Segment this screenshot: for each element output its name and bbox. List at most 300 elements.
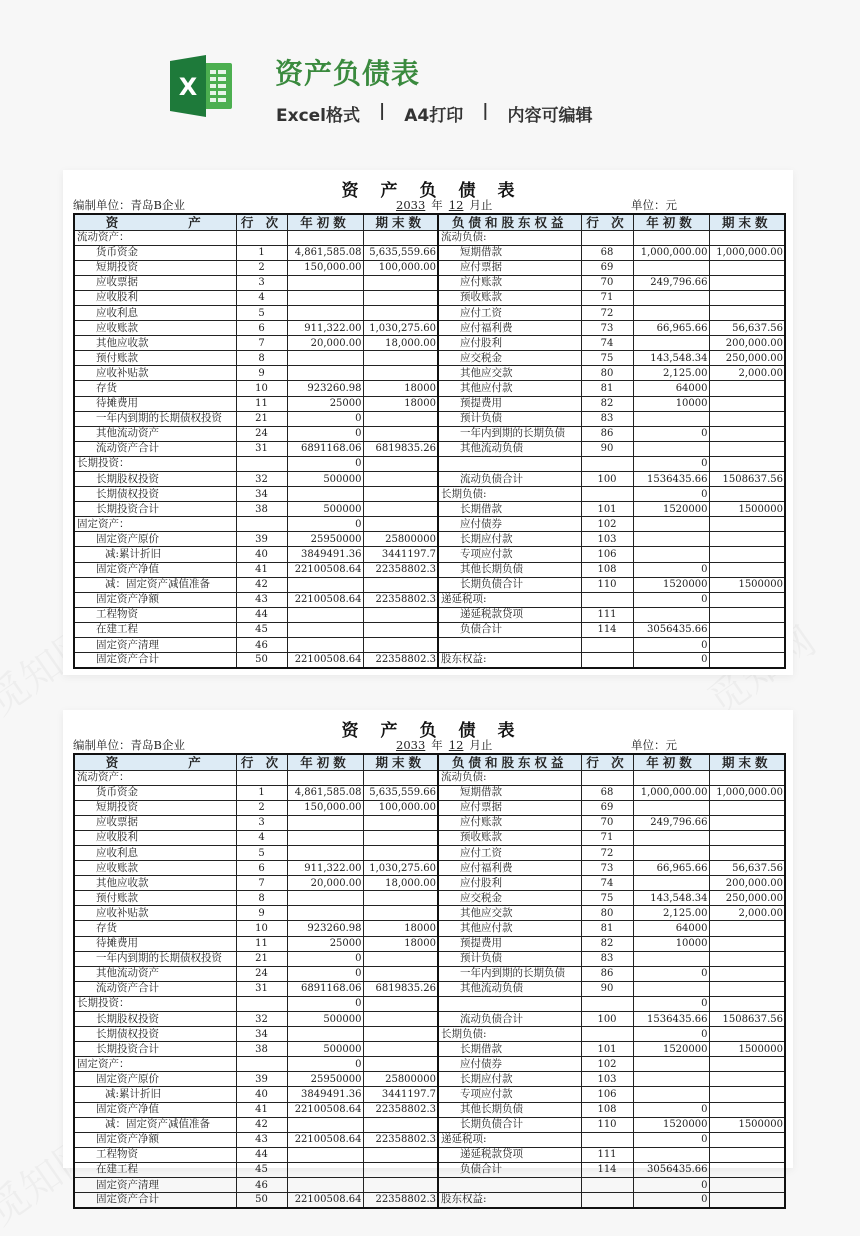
- asset-line-cell[interactable]: 24: [236, 966, 287, 981]
- asset-begin-cell[interactable]: 22100508.64: [287, 653, 363, 668]
- asset-end-cell[interactable]: 1,030,275.60: [363, 861, 438, 876]
- liability-line-cell[interactable]: 68: [581, 245, 633, 260]
- asset-begin-cell[interactable]: [287, 815, 363, 830]
- asset-line-cell[interactable]: 21: [236, 411, 287, 426]
- liability-line-cell[interactable]: 110: [581, 577, 633, 592]
- liability-begin-cell[interactable]: 0: [633, 653, 709, 668]
- liability-name-cell[interactable]: 预提费用: [438, 396, 581, 411]
- asset-line-cell[interactable]: 6: [236, 321, 287, 336]
- liability-begin-cell[interactable]: [633, 1072, 709, 1087]
- liability-name-cell[interactable]: 应付债券: [438, 1057, 581, 1072]
- liability-end-cell[interactable]: 2,000.00: [709, 906, 785, 921]
- liability-begin-cell[interactable]: [633, 607, 709, 622]
- liability-end-cell[interactable]: [709, 622, 785, 637]
- liability-begin-cell[interactable]: 0: [633, 592, 709, 607]
- asset-end-cell[interactable]: 22358802.3: [363, 1193, 438, 1208]
- asset-line-cell[interactable]: 7: [236, 876, 287, 891]
- liability-begin-cell[interactable]: 143,548.34: [633, 891, 709, 906]
- asset-name-cell[interactable]: 长期投资：: [74, 996, 236, 1011]
- liability-end-cell[interactable]: 1500000: [709, 1042, 785, 1057]
- liability-end-cell[interactable]: [709, 966, 785, 981]
- asset-name-cell[interactable]: 其他流动资产: [74, 426, 236, 441]
- asset-end-cell[interactable]: 18,000.00: [363, 876, 438, 891]
- liability-line-cell[interactable]: 74: [581, 336, 633, 351]
- liability-name-cell[interactable]: 长期借款: [438, 1042, 581, 1057]
- asset-begin-cell[interactable]: 4,861,585.08: [287, 785, 363, 800]
- asset-name-cell[interactable]: 减：固定资产减值准备: [74, 577, 236, 592]
- asset-end-cell[interactable]: 100,000.00: [363, 800, 438, 815]
- asset-line-cell[interactable]: 3: [236, 815, 287, 830]
- asset-end-cell[interactable]: 3441197.7: [363, 1087, 438, 1102]
- liability-name-cell[interactable]: 短期借款: [438, 785, 581, 800]
- liability-end-cell[interactable]: [709, 800, 785, 815]
- asset-begin-cell[interactable]: 25950000: [287, 1072, 363, 1087]
- liability-begin-cell[interactable]: 1520000: [633, 1117, 709, 1132]
- asset-begin-cell[interactable]: 500000: [287, 472, 363, 487]
- liability-begin-cell[interactable]: 0: [633, 562, 709, 577]
- liability-line-cell[interactable]: [581, 638, 633, 653]
- asset-name-cell[interactable]: 流动资产：: [74, 770, 236, 785]
- liability-begin-cell[interactable]: 1520000: [633, 502, 709, 517]
- liability-line-cell[interactable]: 100: [581, 472, 633, 487]
- liability-end-cell[interactable]: 250,000.00: [709, 891, 785, 906]
- asset-line-cell[interactable]: 34: [236, 1027, 287, 1042]
- liability-end-cell[interactable]: 250,000.00: [709, 351, 785, 366]
- liability-name-cell[interactable]: 其他长期负债: [438, 562, 581, 577]
- liability-end-cell[interactable]: [709, 547, 785, 562]
- asset-name-cell[interactable]: 应收补贴款: [74, 906, 236, 921]
- liability-name-cell[interactable]: 其他长期负债: [438, 1102, 581, 1117]
- asset-line-cell[interactable]: 8: [236, 891, 287, 906]
- liability-name-cell[interactable]: 其他流动负债: [438, 441, 581, 456]
- asset-begin-cell[interactable]: 500000: [287, 1042, 363, 1057]
- asset-end-cell[interactable]: 5,635,559.66: [363, 785, 438, 800]
- asset-end-cell[interactable]: [363, 487, 438, 502]
- liability-end-cell[interactable]: 200,000.00: [709, 876, 785, 891]
- liability-begin-cell[interactable]: [633, 1147, 709, 1162]
- liability-begin-cell[interactable]: 2,125.00: [633, 366, 709, 381]
- asset-name-cell[interactable]: 长期股权投资: [74, 1012, 236, 1027]
- asset-line-cell[interactable]: [236, 517, 287, 532]
- liability-name-cell[interactable]: 递延税款贷项: [438, 607, 581, 622]
- liability-begin-cell[interactable]: 2,125.00: [633, 906, 709, 921]
- asset-line-cell[interactable]: 21: [236, 951, 287, 966]
- liability-end-cell[interactable]: [709, 562, 785, 577]
- asset-end-cell[interactable]: [363, 951, 438, 966]
- liability-end-cell[interactable]: 2,000.00: [709, 366, 785, 381]
- liability-begin-cell[interactable]: [633, 260, 709, 275]
- liability-line-cell[interactable]: 83: [581, 411, 633, 426]
- asset-end-cell[interactable]: [363, 305, 438, 320]
- liability-line-cell[interactable]: [581, 592, 633, 607]
- liability-name-cell[interactable]: 长期负债合计: [438, 577, 581, 592]
- liability-end-cell[interactable]: [709, 815, 785, 830]
- liability-line-cell[interactable]: 73: [581, 321, 633, 336]
- asset-end-cell[interactable]: [363, 1012, 438, 1027]
- asset-begin-cell[interactable]: 3849491.36: [287, 547, 363, 562]
- asset-end-cell[interactable]: [363, 502, 438, 517]
- liability-end-cell[interactable]: 1500000: [709, 1117, 785, 1132]
- liability-line-cell[interactable]: [581, 1178, 633, 1193]
- liability-line-cell[interactable]: 100: [581, 1012, 633, 1027]
- asset-line-cell[interactable]: 32: [236, 472, 287, 487]
- asset-line-cell[interactable]: 43: [236, 1132, 287, 1147]
- liability-name-cell[interactable]: 负债合计: [438, 622, 581, 637]
- liability-end-cell[interactable]: [709, 1072, 785, 1087]
- liability-begin-cell[interactable]: 143,548.34: [633, 351, 709, 366]
- liability-end-cell[interactable]: [709, 260, 785, 275]
- asset-line-cell[interactable]: 24: [236, 426, 287, 441]
- liability-begin-cell[interactable]: 66,965.66: [633, 321, 709, 336]
- asset-name-cell[interactable]: 货币资金: [74, 245, 236, 260]
- asset-begin-cell[interactable]: 0: [287, 517, 363, 532]
- asset-name-cell[interactable]: 固定资产清理: [74, 1178, 236, 1193]
- asset-name-cell[interactable]: 存货: [74, 381, 236, 396]
- liability-line-cell[interactable]: 75: [581, 891, 633, 906]
- liability-end-cell[interactable]: 200,000.00: [709, 336, 785, 351]
- liability-begin-cell[interactable]: 0: [633, 1102, 709, 1117]
- asset-end-cell[interactable]: [363, 815, 438, 830]
- asset-name-cell[interactable]: 固定资产：: [74, 517, 236, 532]
- asset-name-cell[interactable]: 一年内到期的长期债权投资: [74, 411, 236, 426]
- asset-begin-cell[interactable]: 22100508.64: [287, 1132, 363, 1147]
- asset-begin-cell[interactable]: [287, 1117, 363, 1132]
- asset-name-cell[interactable]: 减：固定资产减值准备: [74, 1117, 236, 1132]
- asset-end-cell[interactable]: 3441197.7: [363, 547, 438, 562]
- asset-line-cell[interactable]: 42: [236, 1117, 287, 1132]
- liability-end-cell[interactable]: [709, 981, 785, 996]
- liability-end-cell[interactable]: [709, 996, 785, 1011]
- liability-begin-cell[interactable]: 0: [633, 1027, 709, 1042]
- liability-name-cell[interactable]: 应付股利: [438, 336, 581, 351]
- liability-begin-cell[interactable]: 10000: [633, 396, 709, 411]
- asset-line-cell[interactable]: 44: [236, 607, 287, 622]
- liability-line-cell[interactable]: 69: [581, 260, 633, 275]
- asset-name-cell[interactable]: 长期股权投资: [74, 472, 236, 487]
- asset-name-cell[interactable]: 其他流动资产: [74, 966, 236, 981]
- liability-name-cell[interactable]: 应付账款: [438, 815, 581, 830]
- liability-name-cell[interactable]: 长期负债合计: [438, 1117, 581, 1132]
- liability-end-cell[interactable]: [709, 1162, 785, 1177]
- asset-name-cell[interactable]: 长期债权投资: [74, 1027, 236, 1042]
- asset-name-cell[interactable]: 预付账款: [74, 891, 236, 906]
- liability-line-cell[interactable]: [581, 653, 633, 668]
- asset-begin-cell[interactable]: [287, 845, 363, 860]
- asset-begin-cell[interactable]: 911,322.00: [287, 321, 363, 336]
- liability-begin-cell[interactable]: [633, 770, 709, 785]
- asset-begin-cell[interactable]: [287, 1027, 363, 1042]
- liability-line-cell[interactable]: [581, 996, 633, 1011]
- liability-name-cell[interactable]: 股东权益:: [438, 653, 581, 668]
- liability-name-cell[interactable]: 递延税项:: [438, 1132, 581, 1147]
- liability-begin-cell[interactable]: 64000: [633, 921, 709, 936]
- asset-line-cell[interactable]: 41: [236, 1102, 287, 1117]
- asset-begin-cell[interactable]: 500000: [287, 1012, 363, 1027]
- asset-line-cell[interactable]: 39: [236, 532, 287, 547]
- liability-end-cell[interactable]: [709, 1178, 785, 1193]
- liability-end-cell[interactable]: [709, 936, 785, 951]
- liability-end-cell[interactable]: [709, 845, 785, 860]
- asset-begin-cell[interactable]: 6891168.06: [287, 981, 363, 996]
- liability-end-cell[interactable]: [709, 653, 785, 668]
- liability-name-cell[interactable]: 预计负债: [438, 951, 581, 966]
- liability-begin-cell[interactable]: 1,000,000.00: [633, 245, 709, 260]
- liability-line-cell[interactable]: 69: [581, 800, 633, 815]
- asset-begin-cell[interactable]: 22100508.64: [287, 1193, 363, 1208]
- liability-begin-cell[interactable]: 1536435.66: [633, 472, 709, 487]
- asset-line-cell[interactable]: 46: [236, 1178, 287, 1193]
- liability-name-cell[interactable]: 长期负债:: [438, 1027, 581, 1042]
- asset-name-cell[interactable]: 应收利息: [74, 845, 236, 860]
- asset-end-cell[interactable]: [363, 996, 438, 1011]
- liability-end-cell[interactable]: 56,637.56: [709, 321, 785, 336]
- asset-line-cell[interactable]: 11: [236, 936, 287, 951]
- asset-begin-cell[interactable]: 0: [287, 456, 363, 471]
- liability-begin-cell[interactable]: 3056435.66: [633, 1162, 709, 1177]
- liability-end-cell[interactable]: [709, 275, 785, 290]
- liability-begin-cell[interactable]: 249,796.66: [633, 275, 709, 290]
- liability-end-cell[interactable]: [709, 487, 785, 502]
- liability-end-cell[interactable]: [709, 1193, 785, 1208]
- asset-begin-cell[interactable]: 25000: [287, 936, 363, 951]
- liability-name-cell[interactable]: 其他流动负债: [438, 981, 581, 996]
- asset-line-cell[interactable]: 42: [236, 577, 287, 592]
- asset-name-cell[interactable]: 货币资金: [74, 785, 236, 800]
- asset-begin-cell[interactable]: [287, 275, 363, 290]
- asset-name-cell[interactable]: 应收账款: [74, 861, 236, 876]
- liability-name-cell[interactable]: 应付福利费: [438, 321, 581, 336]
- liability-name-cell[interactable]: 专项应付款: [438, 547, 581, 562]
- asset-end-cell[interactable]: [363, 472, 438, 487]
- asset-name-cell[interactable]: 一年内到期的长期债权投资: [74, 951, 236, 966]
- asset-line-cell[interactable]: 1: [236, 785, 287, 800]
- asset-end-cell[interactable]: [363, 607, 438, 622]
- asset-name-cell[interactable]: 固定资产清理: [74, 638, 236, 653]
- asset-name-cell[interactable]: 流动资产合计: [74, 981, 236, 996]
- liability-line-cell[interactable]: [581, 1027, 633, 1042]
- asset-name-cell[interactable]: 固定资产原价: [74, 1072, 236, 1087]
- asset-line-cell[interactable]: 11: [236, 396, 287, 411]
- liability-begin-cell[interactable]: [633, 845, 709, 860]
- asset-line-cell[interactable]: 43: [236, 592, 287, 607]
- liability-begin-cell[interactable]: [633, 830, 709, 845]
- liability-name-cell[interactable]: 应付票据: [438, 260, 581, 275]
- asset-name-cell[interactable]: 其他应收款: [74, 876, 236, 891]
- liability-name-cell[interactable]: 长期应付款: [438, 1072, 581, 1087]
- asset-end-cell[interactable]: 22358802.3: [363, 562, 438, 577]
- liability-name-cell[interactable]: 流动负债合计: [438, 1012, 581, 1027]
- liability-line-cell[interactable]: 108: [581, 562, 633, 577]
- asset-begin-cell[interactable]: 150,000.00: [287, 260, 363, 275]
- liability-end-cell[interactable]: [709, 305, 785, 320]
- asset-begin-cell[interactable]: [287, 906, 363, 921]
- liability-end-cell[interactable]: [709, 1102, 785, 1117]
- asset-line-cell[interactable]: 40: [236, 1087, 287, 1102]
- liability-line-cell[interactable]: 102: [581, 1057, 633, 1072]
- liability-end-cell[interactable]: [709, 532, 785, 547]
- asset-end-cell[interactable]: [363, 1057, 438, 1072]
- liability-name-cell[interactable]: 其他应交款: [438, 906, 581, 921]
- liability-name-cell[interactable]: 应付票据: [438, 800, 581, 815]
- liability-line-cell[interactable]: 81: [581, 381, 633, 396]
- liability-end-cell[interactable]: [709, 426, 785, 441]
- liability-name-cell[interactable]: [438, 1178, 581, 1193]
- asset-name-cell[interactable]: 工程物资: [74, 607, 236, 622]
- asset-line-cell[interactable]: 1: [236, 245, 287, 260]
- asset-begin-cell[interactable]: 0: [287, 966, 363, 981]
- asset-name-cell[interactable]: 固定资产原价: [74, 532, 236, 547]
- asset-line-cell[interactable]: 31: [236, 981, 287, 996]
- asset-end-cell[interactable]: [363, 1042, 438, 1057]
- asset-line-cell[interactable]: 46: [236, 638, 287, 653]
- liability-begin-cell[interactable]: [633, 1057, 709, 1072]
- asset-line-cell[interactable]: 40: [236, 547, 287, 562]
- liability-line-cell[interactable]: 73: [581, 861, 633, 876]
- asset-begin-cell[interactable]: 22100508.64: [287, 1102, 363, 1117]
- liability-begin-cell[interactable]: 1520000: [633, 1042, 709, 1057]
- liability-name-cell[interactable]: 预计负债: [438, 411, 581, 426]
- liability-end-cell[interactable]: [709, 830, 785, 845]
- liability-name-cell[interactable]: 长期应付款: [438, 532, 581, 547]
- liability-begin-cell[interactable]: 10000: [633, 936, 709, 951]
- asset-name-cell[interactable]: 长期投资：: [74, 456, 236, 471]
- liability-name-cell[interactable]: [438, 638, 581, 653]
- asset-end-cell[interactable]: 18000: [363, 936, 438, 951]
- asset-end-cell[interactable]: [363, 966, 438, 981]
- liability-line-cell[interactable]: 68: [581, 785, 633, 800]
- asset-name-cell[interactable]: 固定资产净值: [74, 562, 236, 577]
- liability-line-cell[interactable]: 71: [581, 830, 633, 845]
- asset-line-cell[interactable]: 50: [236, 653, 287, 668]
- liability-name-cell[interactable]: 负债合计: [438, 1162, 581, 1177]
- asset-line-cell[interactable]: [236, 1057, 287, 1072]
- asset-name-cell[interactable]: 应收票据: [74, 815, 236, 830]
- asset-name-cell[interactable]: 固定资产净值: [74, 1102, 236, 1117]
- asset-line-cell[interactable]: 10: [236, 921, 287, 936]
- liability-begin-cell[interactable]: [633, 305, 709, 320]
- asset-end-cell[interactable]: 6819835.26: [363, 981, 438, 996]
- asset-line-cell[interactable]: [236, 230, 287, 245]
- asset-end-cell[interactable]: [363, 517, 438, 532]
- liability-end-cell[interactable]: 1,000,000.00: [709, 785, 785, 800]
- liability-line-cell[interactable]: 90: [581, 981, 633, 996]
- liability-name-cell[interactable]: 应付福利费: [438, 861, 581, 876]
- liability-end-cell[interactable]: 1500000: [709, 502, 785, 517]
- liability-line-cell[interactable]: 72: [581, 845, 633, 860]
- asset-line-cell[interactable]: 6: [236, 861, 287, 876]
- liability-line-cell[interactable]: 101: [581, 1042, 633, 1057]
- liability-end-cell[interactable]: [709, 230, 785, 245]
- asset-end-cell[interactable]: [363, 891, 438, 906]
- liability-name-cell[interactable]: 应付工资: [438, 305, 581, 320]
- liability-line-cell[interactable]: 81: [581, 921, 633, 936]
- asset-name-cell[interactable]: 待摊费用: [74, 396, 236, 411]
- liability-line-cell[interactable]: 108: [581, 1102, 633, 1117]
- liability-line-cell[interactable]: [581, 1132, 633, 1147]
- liability-line-cell[interactable]: 70: [581, 815, 633, 830]
- liability-end-cell[interactable]: [709, 456, 785, 471]
- asset-begin-cell[interactable]: 0: [287, 411, 363, 426]
- asset-end-cell[interactable]: 5,635,559.66: [363, 245, 438, 260]
- asset-name-cell[interactable]: 减:累计折旧: [74, 547, 236, 562]
- asset-name-cell[interactable]: 固定资产：: [74, 1057, 236, 1072]
- asset-begin-cell[interactable]: 22100508.64: [287, 562, 363, 577]
- asset-name-cell[interactable]: 存货: [74, 921, 236, 936]
- liability-begin-cell[interactable]: [633, 1087, 709, 1102]
- liability-line-cell[interactable]: [581, 770, 633, 785]
- liability-begin-cell[interactable]: [633, 441, 709, 456]
- asset-line-cell[interactable]: 34: [236, 487, 287, 502]
- liability-begin-cell[interactable]: [633, 517, 709, 532]
- liability-begin-cell[interactable]: [633, 411, 709, 426]
- liability-line-cell[interactable]: 106: [581, 1087, 633, 1102]
- liability-line-cell[interactable]: 101: [581, 502, 633, 517]
- asset-line-cell[interactable]: 5: [236, 305, 287, 320]
- liability-name-cell[interactable]: 流动负债:: [438, 230, 581, 245]
- liability-line-cell[interactable]: [581, 487, 633, 502]
- liability-line-cell[interactable]: 110: [581, 1117, 633, 1132]
- asset-begin-cell[interactable]: [287, 891, 363, 906]
- asset-end-cell[interactable]: 18,000.00: [363, 336, 438, 351]
- liability-begin-cell[interactable]: 1536435.66: [633, 1012, 709, 1027]
- liability-begin-cell[interactable]: 0: [633, 1132, 709, 1147]
- liability-begin-cell[interactable]: [633, 547, 709, 562]
- asset-begin-cell[interactable]: 150,000.00: [287, 800, 363, 815]
- asset-begin-cell[interactable]: [287, 770, 363, 785]
- liability-line-cell[interactable]: 75: [581, 351, 633, 366]
- asset-end-cell[interactable]: 22358802.3: [363, 1102, 438, 1117]
- asset-end-cell[interactable]: [363, 906, 438, 921]
- asset-name-cell[interactable]: 应收补贴款: [74, 366, 236, 381]
- liability-line-cell[interactable]: [581, 230, 633, 245]
- liability-name-cell[interactable]: 递延税款贷项: [438, 1147, 581, 1162]
- asset-end-cell[interactable]: [363, 1162, 438, 1177]
- asset-begin-cell[interactable]: [287, 607, 363, 622]
- liability-line-cell[interactable]: 82: [581, 936, 633, 951]
- liability-begin-cell[interactable]: 1,000,000.00: [633, 785, 709, 800]
- liability-name-cell[interactable]: [438, 996, 581, 1011]
- asset-line-cell[interactable]: 41: [236, 562, 287, 577]
- asset-name-cell[interactable]: 固定资产合计: [74, 1193, 236, 1208]
- asset-end-cell[interactable]: [363, 770, 438, 785]
- liability-line-cell[interactable]: 103: [581, 1072, 633, 1087]
- liability-begin-cell[interactable]: 0: [633, 996, 709, 1011]
- asset-name-cell[interactable]: 短期投资: [74, 800, 236, 815]
- asset-begin-cell[interactable]: 25950000: [287, 532, 363, 547]
- liability-line-cell[interactable]: 72: [581, 305, 633, 320]
- liability-end-cell[interactable]: 1500000: [709, 577, 785, 592]
- liability-begin-cell[interactable]: [633, 981, 709, 996]
- liability-end-cell[interactable]: [709, 411, 785, 426]
- asset-line-cell[interactable]: 4: [236, 830, 287, 845]
- asset-line-cell[interactable]: 5: [236, 845, 287, 860]
- liability-name-cell[interactable]: 其他应付款: [438, 921, 581, 936]
- liability-begin-cell[interactable]: [633, 230, 709, 245]
- liability-begin-cell[interactable]: 0: [633, 638, 709, 653]
- liability-begin-cell[interactable]: 3056435.66: [633, 622, 709, 637]
- liability-begin-cell[interactable]: 66,965.66: [633, 861, 709, 876]
- asset-line-cell[interactable]: 3: [236, 275, 287, 290]
- liability-end-cell[interactable]: [709, 396, 785, 411]
- liability-line-cell[interactable]: 70: [581, 275, 633, 290]
- asset-end-cell[interactable]: 1,030,275.60: [363, 321, 438, 336]
- asset-name-cell[interactable]: 长期债权投资: [74, 487, 236, 502]
- asset-end-cell[interactable]: 25800000: [363, 532, 438, 547]
- liability-line-cell[interactable]: 111: [581, 1147, 633, 1162]
- asset-end-cell[interactable]: [363, 845, 438, 860]
- liability-name-cell[interactable]: 股东权益:: [438, 1193, 581, 1208]
- asset-end-cell[interactable]: [363, 638, 438, 653]
